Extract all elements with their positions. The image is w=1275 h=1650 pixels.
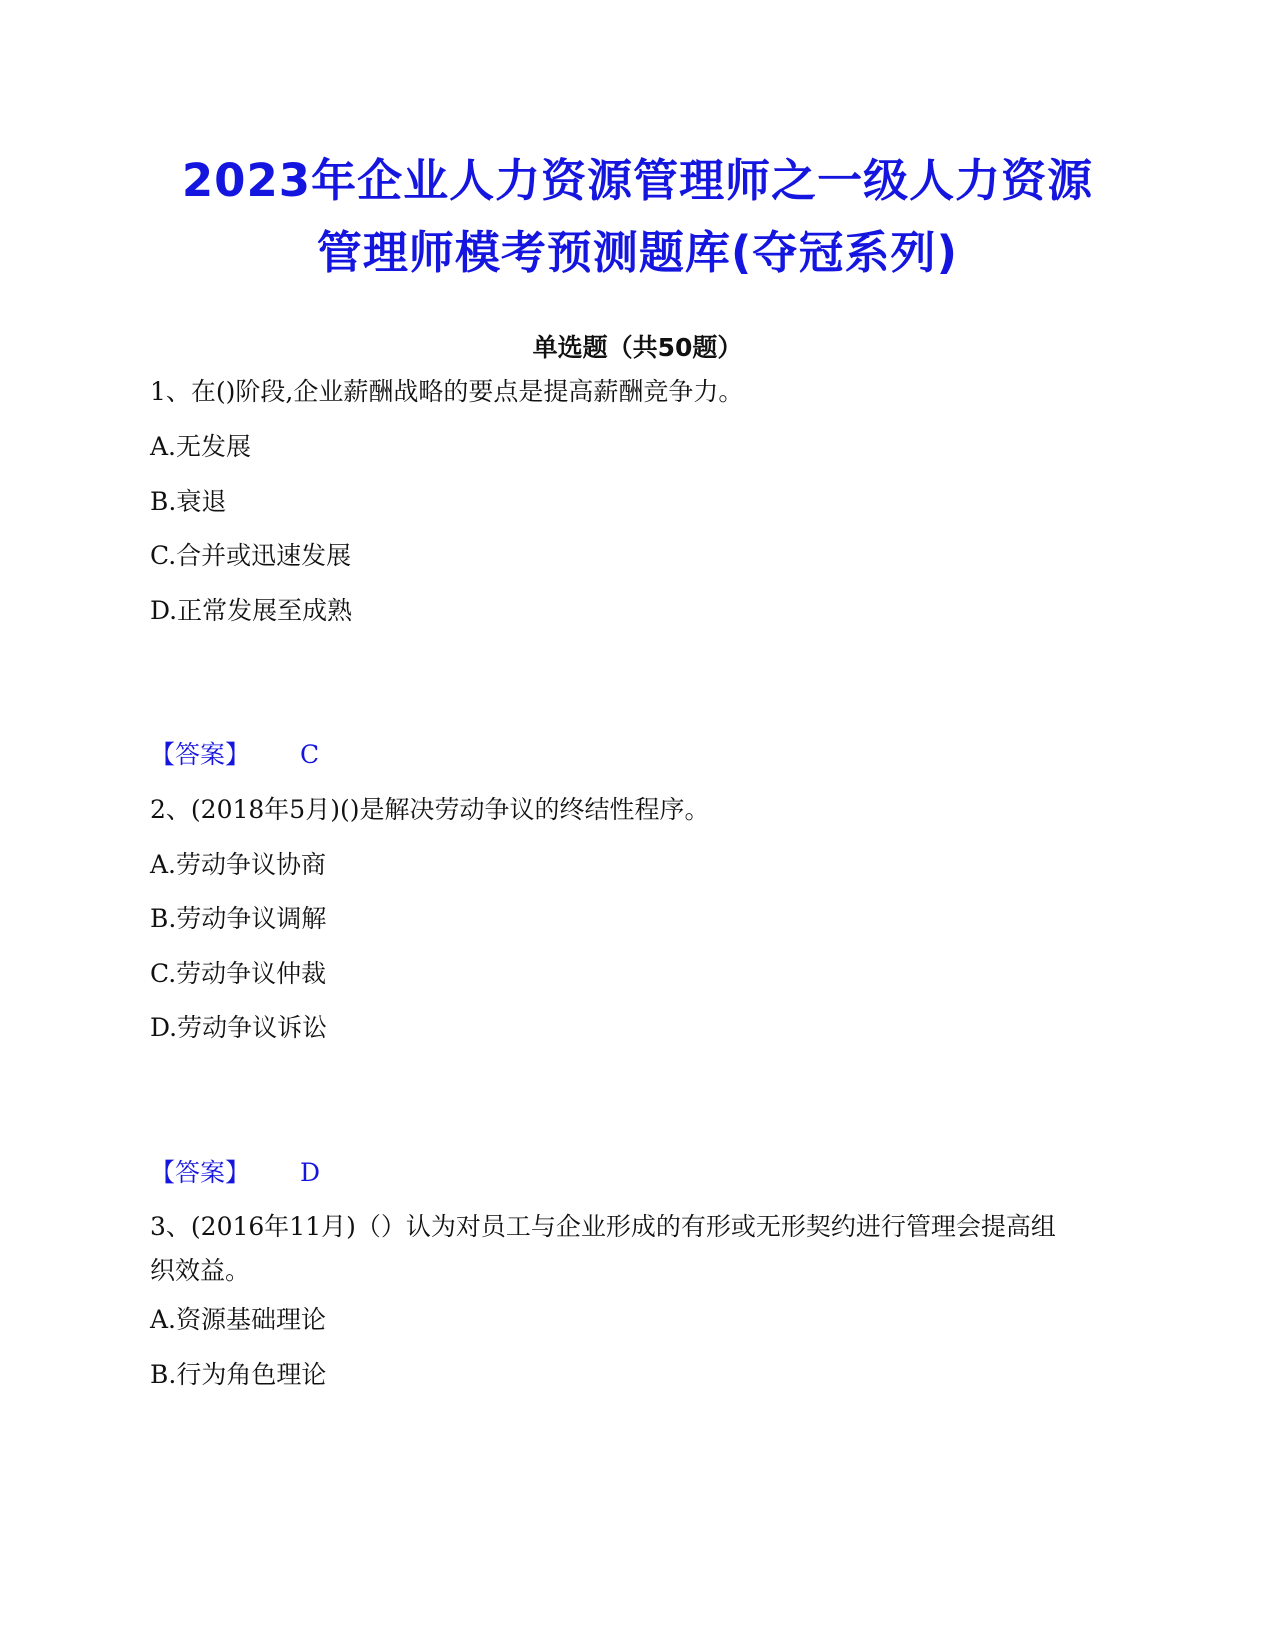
question-2-answer — [150, 1153, 320, 1193]
title-line-2: 管理师模考预测题库(夺冠系列) — [316, 226, 959, 279]
question-1-option-c: C.合并或迅速发展 — [150, 541, 352, 570]
answer-value: C — [300, 740, 320, 769]
document-title — [120, 145, 1155, 289]
question-1-option-d: D.正常发展至成熟 — [150, 596, 353, 625]
answer-value: D — [300, 1158, 321, 1187]
answer-label: 【答案】 — [150, 1158, 251, 1187]
question-3-option-a: A.资源基础理论 — [150, 1305, 327, 1334]
question-1-stem: 1、在()阶段,企业薪酬战略的要点是提高薪酬竞争力。 — [150, 377, 744, 406]
section-heading: 单选题（共50题） — [532, 333, 743, 362]
question-1-answer — [150, 735, 319, 775]
answer-label: 【答案】 — [150, 740, 251, 769]
question-2-option-a: A.劳动争议协商 — [150, 850, 327, 879]
question-3-stem: 3、(2016年11月)（）认为对员工与企业形成的有形或无形契约进行管理会提高组织效益。 — [150, 1212, 1056, 1285]
question-1-option-a: A.无发展 — [150, 432, 252, 461]
question-2-option-d: D.劳动争议诉讼 — [150, 1013, 328, 1042]
question-3-option-b: B.行为角色理论 — [150, 1360, 327, 1389]
title-line-1: 2023年企业人力资源管理师之一级人力资源 — [181, 154, 1094, 207]
question-2-stem: 2、(2018年5月)()是解决劳动争议的终结性程序。 — [150, 795, 710, 824]
question-2-option-c: C.劳动争议仲裁 — [150, 959, 327, 988]
question-1-option-b: B.衰退 — [150, 487, 227, 516]
question-2-option-b: B.劳动争议调解 — [150, 904, 327, 933]
